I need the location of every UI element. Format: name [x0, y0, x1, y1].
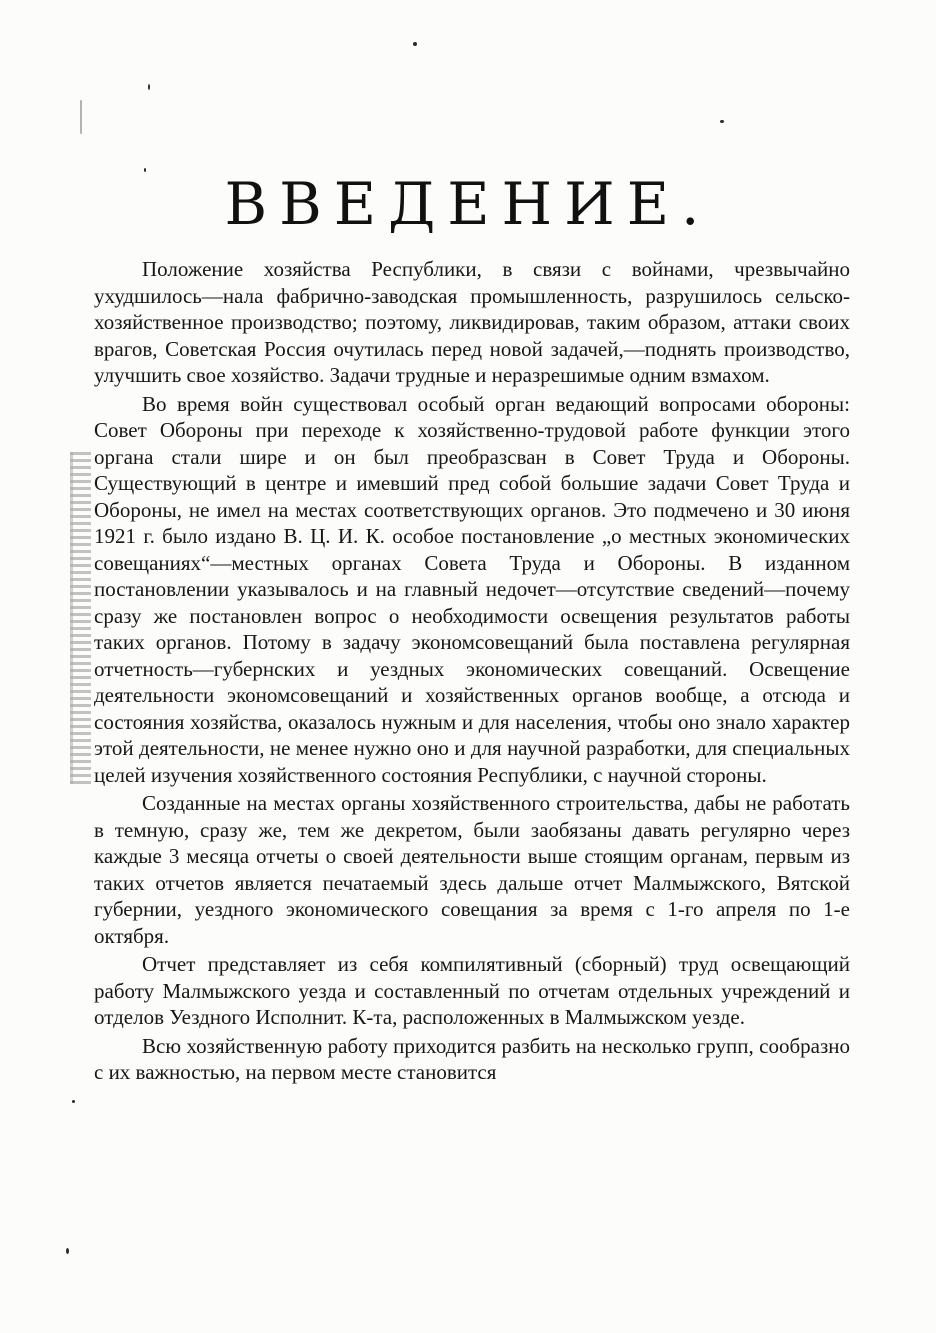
paragraph: Положение хозяйства Республики, в связи с войнами, чрезвычайно ухудшилось—нала фабрично-заводская промышленность, разрушилось сельско-хозяйственное производство; поэтому, ликвидировав, таким образом, аттаки своих врагов, Советская Россия очутилась перед новой задачей,—поднять производство, улучшить свое хозяйство. Задачи трудные и неразрешимые одним взмахом.: [94, 257, 850, 387]
ink-speck: [720, 120, 724, 123]
paragraph: Созданные на местах органы хозяйственного строительства, дабы не работать в темную, сразу же, тем же декретом, были заобязаны давать регулярно через каждые 3 месяца отчеты о своей деятельности выше стоящим органам, первым из таких отчетов является печатаемый здесь дальше отчет Малмыжского, Вятской губернии, уездного экономического совещания за время с 1-го апреля по 1-е октября.: [94, 791, 850, 948]
ink-speck: [72, 1100, 75, 1103]
ink-speck: [148, 84, 150, 90]
ink-speck: [413, 42, 417, 46]
body-text: [94, 256, 850, 1086]
page-title: ВВЕДЕНИЕ.: [224, 170, 712, 238]
paragraph: Всю хозяйственную работу приходится разбить на несколько групп, сообразно с их важностью, на первом месте становится: [94, 1033, 850, 1084]
ink-speck: [80, 100, 82, 134]
ink-speck: [66, 1248, 69, 1254]
paragraph: Во время войн существовал особый орган ведающий вопросами обороны: Совет Обороны при переходе к хозяйственно-трудовой работе функции этого органа стали шире и он был преобразсван в Совет Труда и Обороны. Существующий в центре и имевший пред собой большие задачи Совет Труда и Обороны, не имел на местах соответствующих органов. Это подмечено и 30 июня 1921 г. было издано В. Ц. И. К. особое постановление „о местных экономических совещаниях“—местных органах Совета Труда и Обороны. В изданном постановлении указывалось и на главный недочет—отсутствие сведений—почему сразу же постановлен вопрос о необходимости освещения результатов работы таких органов. Потому в задачу экономсовещаний была поставлена регулярная отчетность—губернских и уездных экономических совещаний. Освещение деятельности экономсовещаний и хозяйственных органов вообще, а отсюда и состояния хозяйства, оказалось нужным и для населения, чтобы оно знало характер этой деятельности, не менее нужно оно и для научной разработки, для специальных целей изучения хозяйственного состояния Республики, с научной стороны.: [94, 391, 850, 787]
margin-binding-mark: [70, 452, 91, 784]
paragraph: Отчет представляет из себя компилятивный (сборный) труд освещающий работу Малмыжского уезда и составленный по отчетам отдельных учреждений и отделов Уездного Исполнит. К-та, расположенных в Малмыжском уезде.: [94, 952, 850, 1029]
